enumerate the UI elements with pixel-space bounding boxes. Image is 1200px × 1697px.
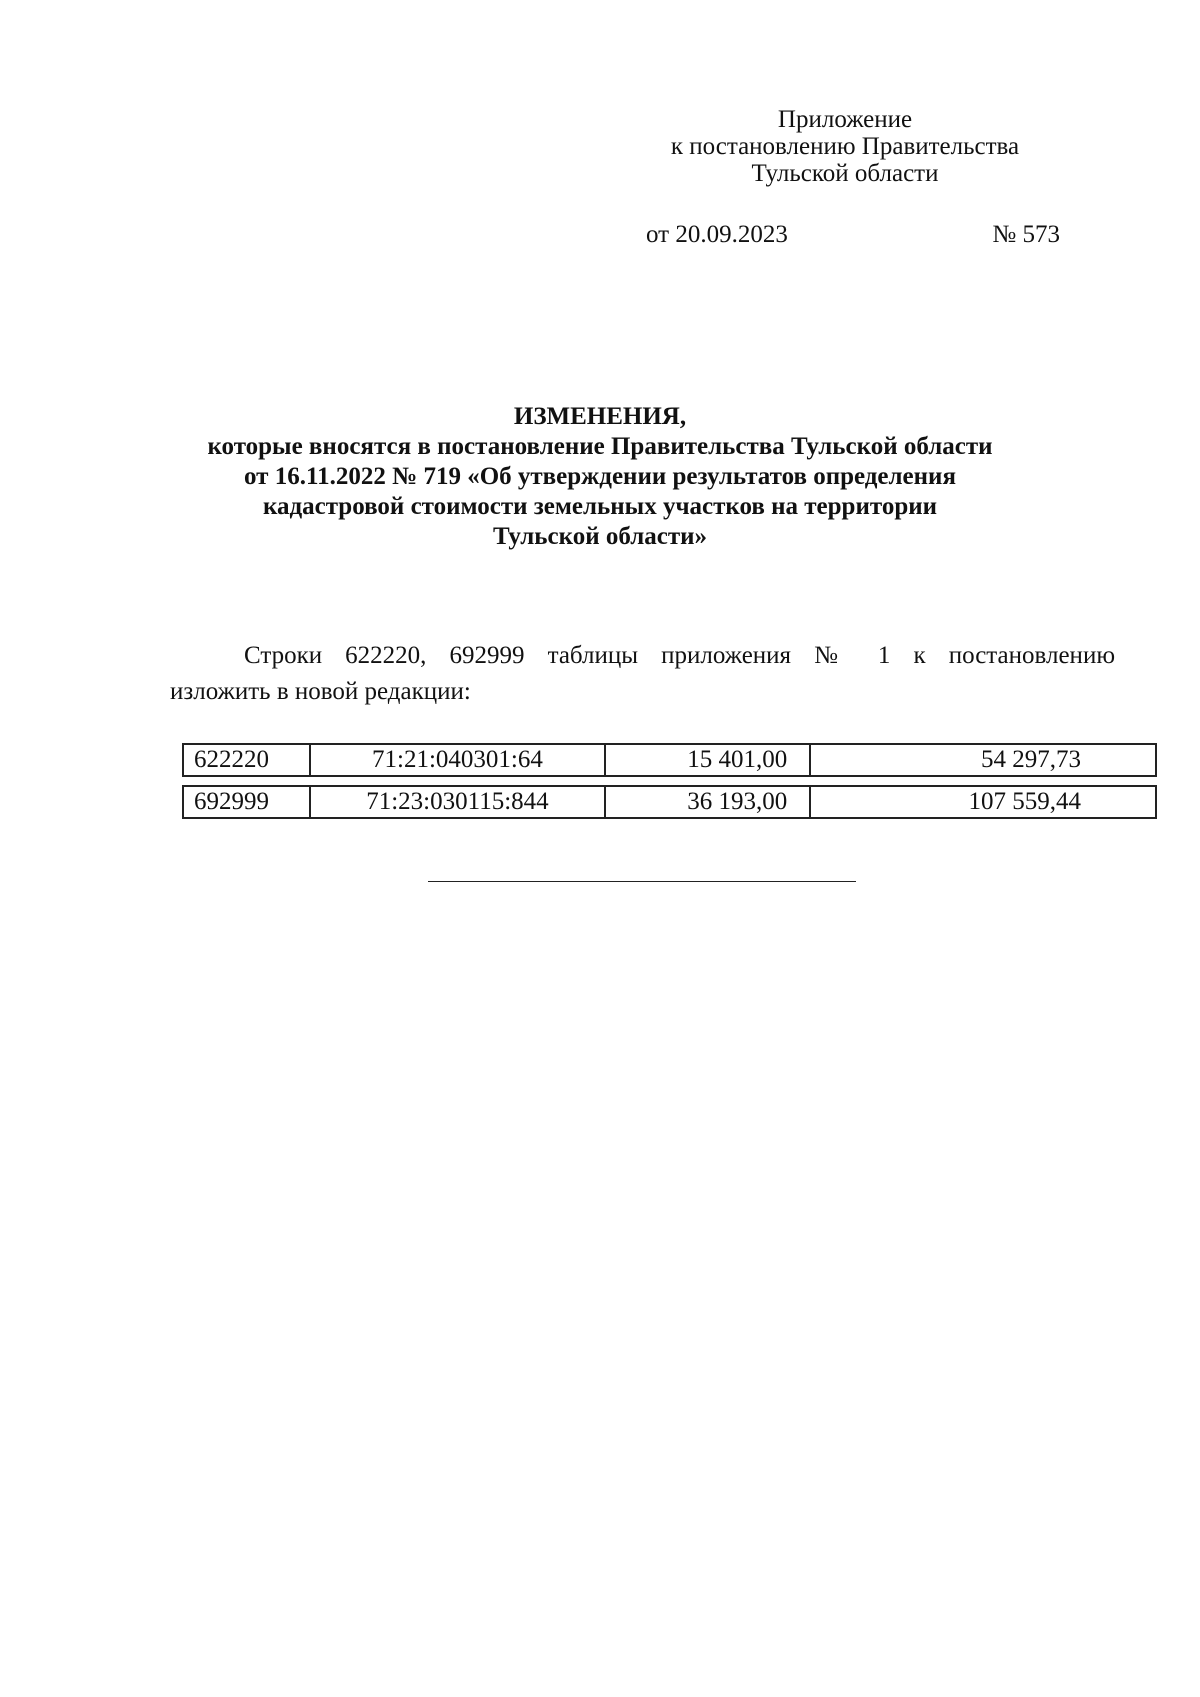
title-line-4: кадастровой стоимости земельных участков на территории <box>262 493 938 520</box>
table-cell-area: 15 401,00 <box>606 743 811 777</box>
title-line-5: Тульской области» <box>492 523 708 550</box>
appendix-line-3: Тульской области <box>751 160 939 187</box>
paragraph-line-1: Строки 622220, 692999 таблицы приложения № 1 к постановлению <box>244 642 1115 669</box>
appendix-line-1: Приложение <box>777 106 913 133</box>
table-cell-cadastral-number: 71:23:030115:844 <box>311 785 606 819</box>
cadastral-table <box>182 735 1157 827</box>
document-number: № 573 <box>992 221 1060 248</box>
appendix-header <box>640 106 1050 187</box>
paragraph-line-2: изложить в новой редакции: <box>170 678 471 705</box>
table-cell-line: 622220 <box>182 743 311 777</box>
table-cell-line: 692999 <box>182 785 311 819</box>
table-cell-cadastral-number: 71:21:040301:64 <box>311 743 606 777</box>
title-line-1: ИЗМЕНЕНИЯ, <box>513 403 687 430</box>
table-cell-area: 36 193,00 <box>606 785 811 819</box>
appendix-line-2: к постановлению Правительства <box>670 133 1020 160</box>
table-row <box>182 785 1157 819</box>
document-date: от 20.09.2023 <box>646 221 788 248</box>
title-line-2: которые вносятся в постановление Правительства Тульской области <box>207 433 993 460</box>
table-cell-cost: 107 559,44 <box>811 785 1157 819</box>
table-cell-cost: 54 297,73 <box>811 743 1157 777</box>
table-row <box>182 743 1157 777</box>
end-divider-line <box>428 881 856 882</box>
document-title <box>150 402 1050 552</box>
title-line-3: от 16.11.2022 № 719 «Об утверждении результатов определения <box>244 463 956 490</box>
body-paragraph <box>170 638 1115 710</box>
